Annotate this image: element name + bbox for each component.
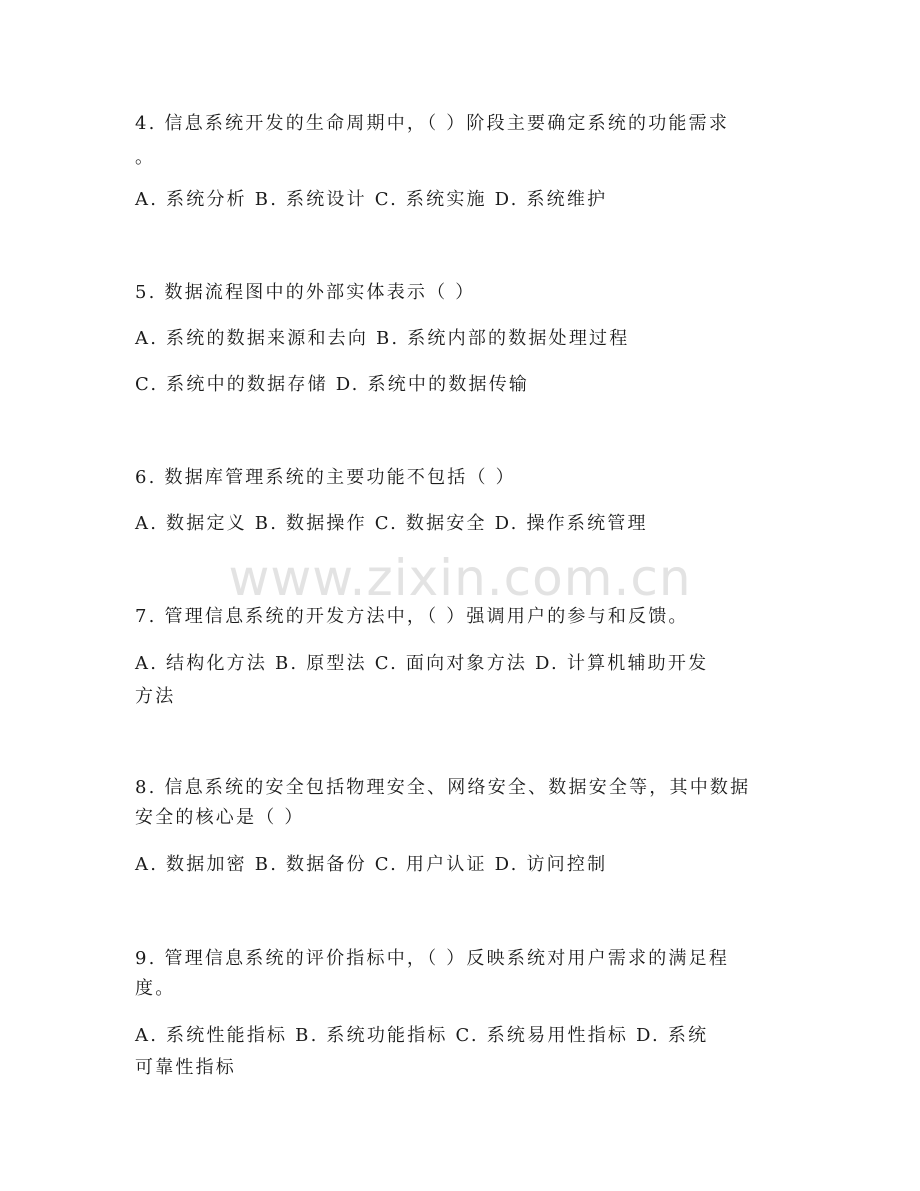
question-8-options-line-1: A. 数据加密 B. 数据备份 C. 用户认证 D. 访问控制 <box>135 854 608 875</box>
question-7-options-line-1: A. 结构化方法 B. 原型法 C. 面向对象方法 D. 计算机辅助开发 <box>135 653 709 674</box>
question-9-stem-line-1: 9. 管理信息系统的评价指标中，（ ）反映系统对用户需求的满足程 <box>135 948 730 969</box>
watermark: www.zixin.com.cn <box>228 549 692 607</box>
question-4-stem-line-1: 4. 信息系统开发的生命周期中，（ ）阶段主要确定系统的功能需求 <box>135 113 730 134</box>
question-9-options-line-2: 可靠性指标 <box>135 1057 236 1078</box>
question-7-stem-line-1: 7. 管理信息系统的开发方法中，（ ）强调用户的参与和反馈。 <box>135 606 689 627</box>
question-5-options-line-1: A. 系统的数据来源和去向 B. 系统内部的数据处理过程 <box>135 328 630 349</box>
question-4-stem-line-2: 。 <box>135 147 156 168</box>
question-5-stem-line-1: 5. 数据流程图中的外部实体表示（ ） <box>135 282 476 303</box>
question-5-options-line-2: C. 系统中的数据存储 D. 系统中的数据传输 <box>135 374 530 395</box>
question-6-options-line-1: A. 数据定义 B. 数据操作 C. 数据安全 D. 操作系统管理 <box>135 513 648 534</box>
question-7-options-line-2: 方法 <box>135 686 176 707</box>
question-8-stem-line-1: 8. 信息系统的安全包括物理安全、网络安全、数据安全等，其中数据 <box>135 777 751 798</box>
question-6-stem-line-1: 6. 数据库管理系统的主要功能不包括（ ） <box>135 467 516 488</box>
question-9-stem-line-2: 度。 <box>135 978 176 999</box>
question-8-stem-line-2: 安全的核心是（ ） <box>135 807 305 828</box>
question-4-options-line-1: A. 系统分析 B. 系统设计 C. 系统实施 D. 系统维护 <box>135 189 608 210</box>
question-9-options-line-1: A. 系统性能指标 B. 系统功能指标 C. 系统易用性指标 D. 系统 <box>135 1025 709 1046</box>
